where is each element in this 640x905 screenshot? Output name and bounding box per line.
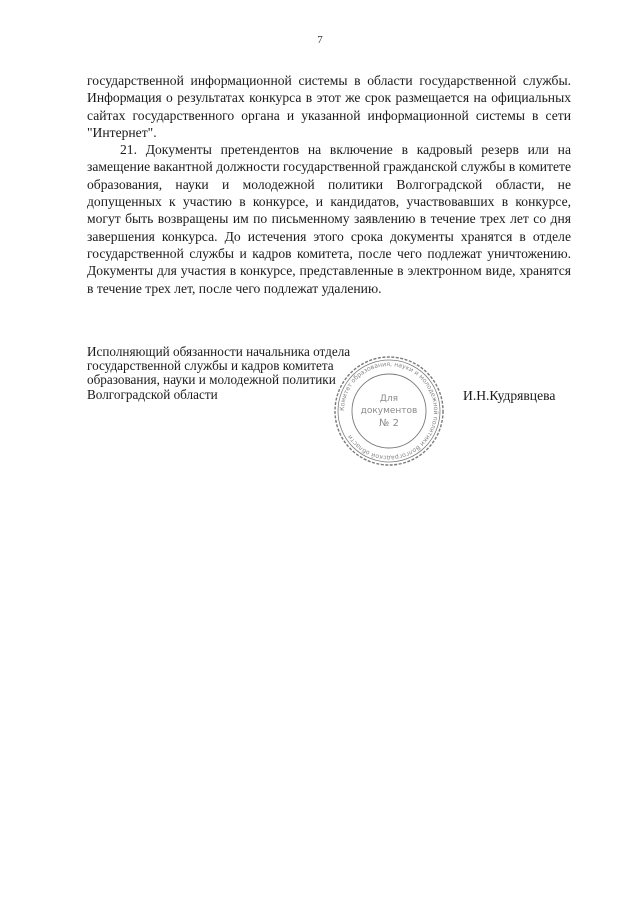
document-body — [87, 72, 571, 297]
position-line: Исполняющий обязанности начальника отдела — [87, 344, 351, 359]
position-line: образования, науки и молодежной политики — [87, 372, 336, 388]
seal-ring-text: Комитет образования, науки и молодежной политики Волгоградской области — [338, 360, 440, 462]
seal-inner-line: Для — [379, 394, 399, 404]
paragraph-21: 21. Документы претендентов на включение в кадровый резерв или на замещение вакантной должности государственной гражданской службы в комитете образования, науки и молодежной политики Волгоградской области, не допущенных к участию в конкурсе, и кандидатов, участвовавших в конкурсе, могут быть возвращены им по письменному заявлению в течение трех лет со дня завершения конкурса. До истечения этого срока документы хранятся в отделе государственной службы и кадров комитета, после чего подлежат уничтожению. Документы для участия в конкурсе, представленные в электронном виде, хранятся в течение трех лет, после чего подлежат удалению. — [87, 142, 571, 296]
seal-inner-line: документов — [360, 406, 418, 416]
position-line: Волгоградской области — [87, 386, 218, 402]
paragraph-continuation: государственной информационной системы в области государственной службы. Информация о результатах конкурса в этот же срок размещается на официальных сайтах государственного органа и указанной информационной системы в сети "Интернет". — [87, 73, 571, 140]
signer-name: И.Н.Кудрявцева — [463, 388, 556, 403]
seal-inner-line: № 2 — [379, 418, 399, 429]
official-seal-stamp — [333, 355, 445, 467]
position-line: государственной службы и кадров комитета — [87, 358, 334, 374]
page-number: 7 — [317, 34, 323, 46]
